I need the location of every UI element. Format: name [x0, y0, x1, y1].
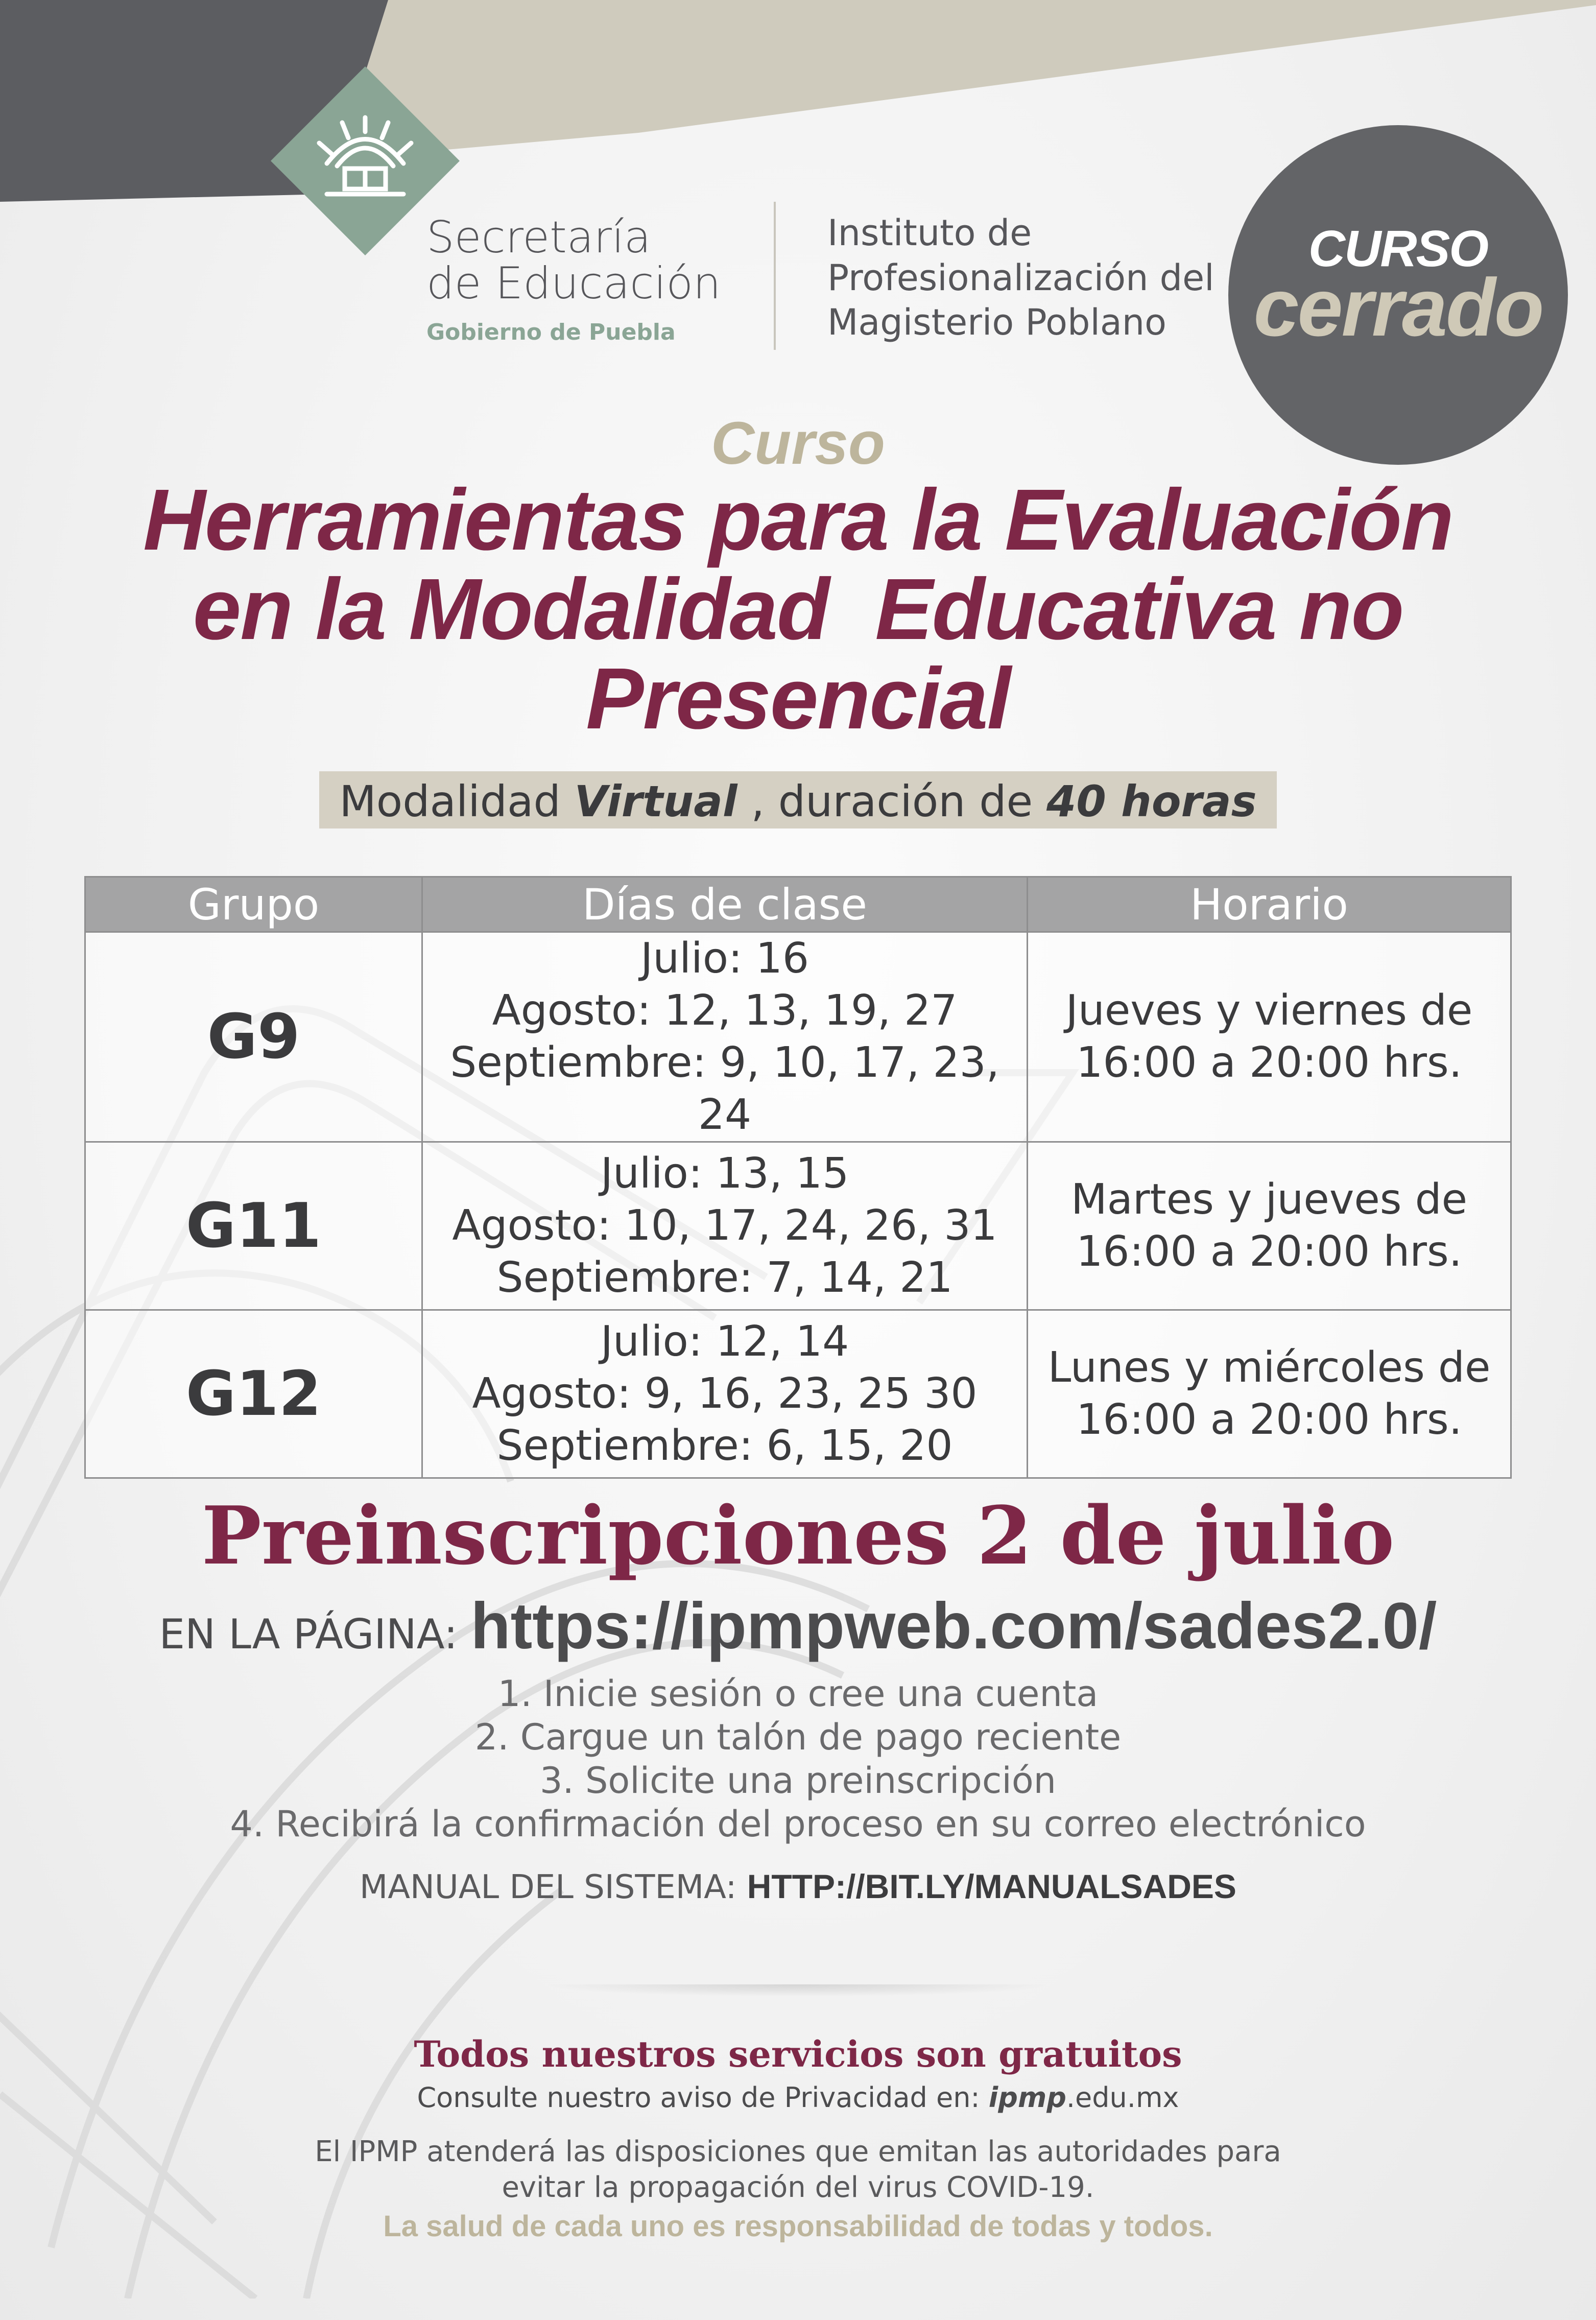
- page-label: EN LA PÁGINA:: [159, 1611, 471, 1658]
- modality-text: [319, 776, 1277, 826]
- duration-value: 40 horas: [1046, 776, 1257, 826]
- days-line: Julio: 16: [640, 934, 809, 983]
- days-line: Septiembre: 9, 10, 17, 23, 24: [450, 1038, 999, 1139]
- registration-link[interactable]: https://ipmpweb.com/sades2.0/: [470, 1590, 1437, 1663]
- badge-line2: cerrado: [1253, 262, 1543, 353]
- privacy-domain-rest: .edu.mx: [1066, 2081, 1179, 2114]
- modality-prefix: Modalidad: [339, 776, 575, 826]
- time-line: 16:00 a 20:00 hrs.: [1076, 1038, 1462, 1087]
- step-item: 3. Solicite una preinscripción: [539, 1760, 1057, 1802]
- time-cell: [1028, 1310, 1511, 1478]
- time-line: 16:00 a 20:00 hrs.: [1076, 1227, 1462, 1276]
- days-cell: [422, 1310, 1028, 1478]
- days-cell: [422, 932, 1028, 1142]
- group-cell: G9: [85, 932, 422, 1142]
- free-services-note: Todos nuestros servicios son gratuitos: [414, 2033, 1182, 2075]
- time-cell: [1028, 1142, 1511, 1310]
- step-item: 4. Recibirá la confirmación del proceso en su correo electrónico: [230, 1803, 1366, 1845]
- days-line: Agosto: 12, 13, 19, 27: [492, 986, 958, 1035]
- registration-page-row: [0, 1589, 1596, 1664]
- table-row: [85, 1142, 1511, 1310]
- header-days: Días de clase: [422, 877, 1028, 932]
- manual-row: [0, 1867, 1596, 1906]
- covid-notice-line1: El IPMP atenderá las disposiciones que emitan las autoridades para: [315, 2135, 1281, 2168]
- days-line: Agosto: 9, 16, 23, 25 30: [472, 1369, 978, 1418]
- manual-link[interactable]: HTTP://BIT.LY/MANUALSADES: [747, 1867, 1236, 1905]
- institute-name-line3: Magisterio Poblano: [827, 301, 1166, 343]
- time-line: Lunes y miércoles de: [1047, 1343, 1491, 1392]
- schedule-table: [84, 876, 1512, 1479]
- modality-value: Virtual: [574, 776, 737, 826]
- group-cell: G12: [85, 1310, 422, 1478]
- table-row: [85, 932, 1511, 1142]
- time-line: Jueves y viernes de: [1065, 986, 1473, 1035]
- government-label: Gobierno de Puebla: [426, 319, 676, 345]
- duration-prefix: , duración de: [737, 776, 1046, 826]
- course-title-line1: Herramientas para la Evaluación: [143, 471, 1453, 569]
- modality-bar: [319, 771, 1277, 828]
- privacy-link[interactable]: [989, 2081, 1179, 2114]
- time-line: Martes y jueves de: [1070, 1175, 1468, 1224]
- privacy-row: [0, 2081, 1596, 2114]
- days-line: Julio: 12, 14: [600, 1317, 849, 1366]
- days-line: Julio: 13, 15: [600, 1149, 849, 1198]
- header-time: Horario: [1028, 877, 1511, 932]
- course-label: Curso: [711, 410, 885, 477]
- health-responsibility-note: La salud de cada uno es responsabilidad de todas y todos.: [383, 2210, 1213, 2243]
- group-cell: G11: [85, 1142, 422, 1310]
- step-item: 2. Cargue un talón de pago reciente: [474, 1716, 1122, 1758]
- days-line: Septiembre: 6, 15, 20: [496, 1422, 953, 1470]
- covid-notice-line2: evitar la propagación del virus COVID-19.: [502, 2171, 1094, 2204]
- badge-line1: CURSO: [1308, 220, 1488, 277]
- course-title-line2: en la Modalidad Educativa no: [193, 561, 1403, 658]
- secretaria-name-line1: Secretaría: [426, 212, 651, 263]
- manual-label: MANUAL DEL SISTEMA:: [360, 1868, 747, 1906]
- preregistration-headline: Preinscripciones 2 de julio: [201, 1489, 1395, 1582]
- secretaria-name-line2: de Educación: [426, 258, 721, 309]
- time-cell: [1028, 932, 1511, 1142]
- step-item: 1. Inicie sesión o cree una cuenta: [497, 1673, 1099, 1715]
- days-line: Agosto: 10, 17, 24, 26, 31: [452, 1201, 997, 1250]
- days-cell: [422, 1142, 1028, 1310]
- time-line: 16:00 a 20:00 hrs.: [1076, 1395, 1462, 1444]
- section-divider: [541, 1984, 1052, 1997]
- institute-name-line2: Profesionalización del: [827, 257, 1214, 299]
- header-group: Grupo: [85, 877, 422, 932]
- course-title-line3: Presencial: [586, 650, 1010, 747]
- privacy-prefix: Consulte nuestro aviso de Privacidad en:: [417, 2081, 989, 2114]
- days-line: Septiembre: 7, 14, 21: [496, 1253, 953, 1302]
- privacy-domain-bold: ipmp: [988, 2081, 1066, 2114]
- table-row: [85, 1310, 1511, 1478]
- header-divider: [774, 202, 776, 350]
- institute-name-line1: Instituto de: [827, 212, 1032, 254]
- table-header-row: [85, 877, 1511, 932]
